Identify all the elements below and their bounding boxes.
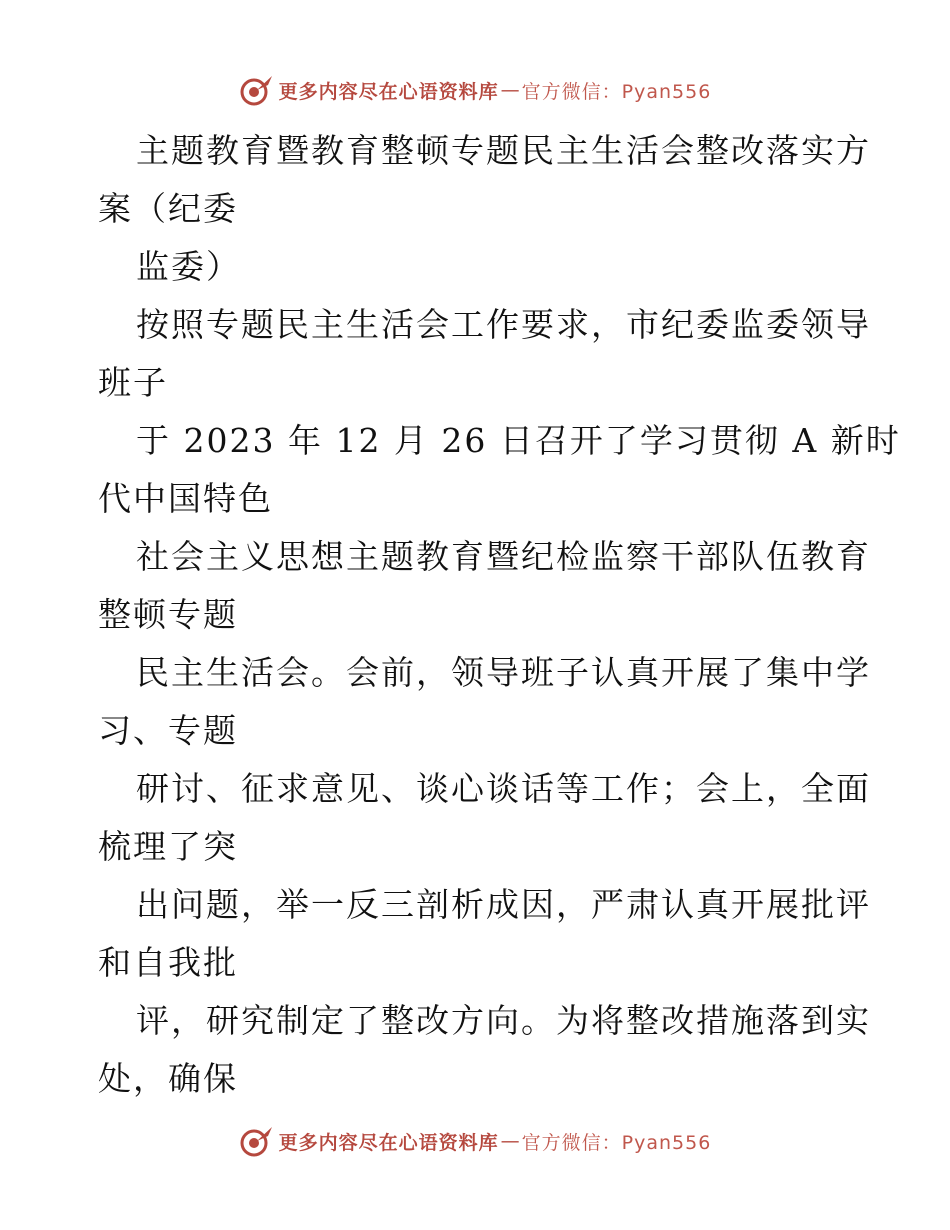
text-line: 监委） [136, 247, 241, 286]
quill-logo-icon [239, 1124, 275, 1158]
text-line: 班子 [98, 363, 168, 402]
watermark-contact: 官方微信：Pyan556 [521, 1131, 712, 1154]
text-line: 代中国特色 [98, 479, 273, 518]
watermark-site: 更多内容尽在心语资料库 [278, 1131, 499, 1154]
watermark-site: 更多内容尽在心语资料库 [278, 80, 499, 103]
text-line: 按照专题民主生活会工作要求，市纪委监委领导 [136, 305, 871, 344]
paragraph [98, 412, 901, 528]
paragraph [98, 876, 871, 992]
watermark-footer [0, 1124, 950, 1158]
quill-logo-icon [239, 73, 275, 107]
text-line: 社会主义思想主题教育暨纪检监察干部队伍教育 [136, 537, 871, 576]
watermark-dash: — [500, 79, 520, 101]
paragraph [98, 760, 871, 876]
text-line: 研讨、征求意见、谈心谈话等工作；会上，全面 [136, 769, 871, 808]
text-line: 习、专题 [98, 711, 238, 750]
text-line: 出问题，举一反三剖析成因，严肃认真开展批评 [136, 885, 871, 924]
text-line: 主题教育暨教育整顿专题民主生活会整改落实方 [136, 131, 871, 170]
text-line: 案（纪委 [98, 189, 238, 228]
document-body [98, 122, 901, 1108]
watermark-dash: — [500, 1130, 520, 1152]
text-line: 整顿专题 [98, 595, 238, 634]
text-line: 梳理了突 [98, 827, 238, 866]
text-line: 于 2023 年 12 月 26 日召开了学习贯彻 A 新时 [136, 421, 901, 460]
text-line: 和自我批 [98, 943, 238, 982]
paragraph [98, 296, 871, 412]
paragraph [98, 992, 871, 1108]
watermark-contact: 官方微信：Pyan556 [521, 80, 712, 103]
text-line: 处，确保 [98, 1059, 238, 1098]
text-line: 民主生活会。会前，领导班子认真开展了集中学 [136, 653, 871, 692]
text-line: 评，研究制定了整改方向。为将整改措施落到实 [136, 1001, 871, 1040]
paragraph [98, 122, 871, 238]
paragraph [98, 238, 858, 296]
paragraph [98, 644, 871, 760]
watermark-header [0, 73, 950, 107]
paragraph [98, 528, 871, 644]
